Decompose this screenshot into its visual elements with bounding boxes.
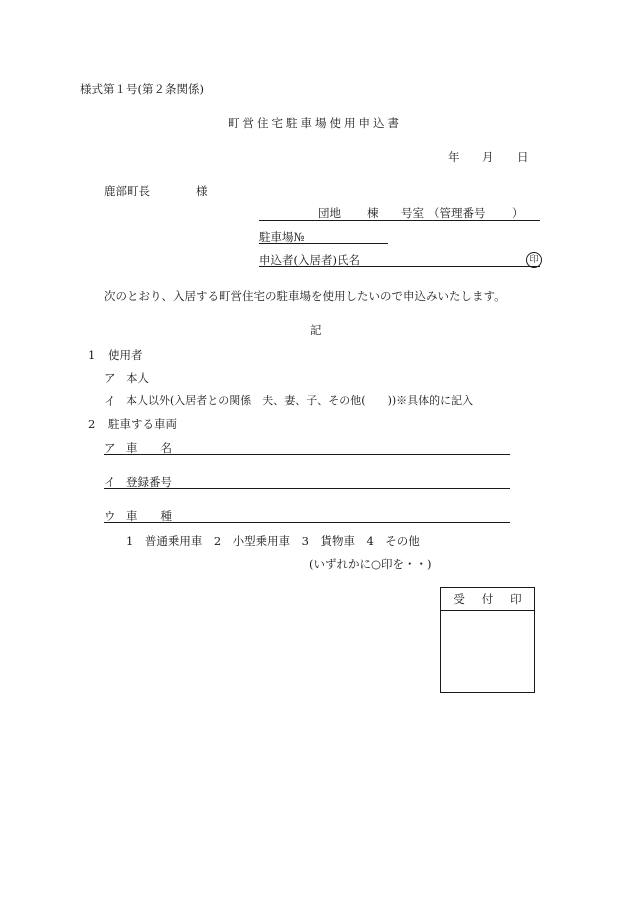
vehicle-type-underline — [104, 522, 510, 523]
vehicle-name-label: 車 名 — [126, 441, 172, 455]
page-title: 町営住宅駐車場使用申込書 — [228, 116, 402, 130]
reception-char-2: 付 — [481, 592, 494, 606]
section1-i-marker: イ — [104, 394, 116, 408]
ki-heading: 記 — [310, 323, 322, 337]
unit-tou: 棟 — [367, 206, 379, 220]
reception-char-1: 受 — [453, 592, 465, 606]
vehicle-type-note: (いずれかに○印を・・) — [309, 557, 432, 571]
seal-mark: 印 — [526, 252, 542, 268]
section2-number: 2 — [88, 417, 96, 431]
vehicle-name-marker: ア — [104, 441, 116, 455]
section1-a-marker: ア — [104, 371, 116, 385]
section1-i-text: 本人以外(入居者との関係 夫、妻、子、その他( ))※具体的に記入 — [126, 394, 474, 407]
section2-title: 駐車する車両 — [108, 417, 177, 431]
applicant-name-underline — [259, 266, 540, 267]
registration-number-label: 登録番号 — [126, 475, 172, 489]
vehicle-type-marker: ウ — [104, 509, 116, 523]
unit-mgmt-close: ） — [512, 206, 524, 220]
vehicle-name-underline — [104, 454, 510, 455]
section1-a-text: 本人 — [126, 371, 149, 385]
reception-char-3: 印 — [510, 592, 522, 606]
reception-header — [441, 588, 534, 611]
unit-underline — [259, 220, 540, 221]
addressee-honorific: 様 — [196, 184, 208, 198]
parking-number-label: 駐車場№ — [259, 230, 305, 244]
applicant-name-label: 申込者(入居者)氏名 — [259, 253, 360, 267]
date-year: 年 — [448, 150, 460, 164]
parking-number-underline — [259, 243, 388, 244]
section1-title: 使用者 — [108, 348, 143, 362]
addressee-name: 鹿部町長 — [104, 184, 150, 198]
intro-text: 次のとおり、入居する町営住宅の駐車場を使用したいので申込みいたします。 — [104, 289, 506, 303]
date-day: 日 — [517, 150, 529, 164]
form-number: 様式第１号(第２条関係) — [80, 82, 204, 96]
registration-number-marker: イ — [104, 475, 116, 489]
registration-number-underline — [104, 488, 510, 489]
unit-danchi: 団地 — [318, 206, 341, 220]
unit-room: 号室 — [401, 206, 424, 220]
vehicle-type-options: 1 普通乗用車 2 小型乗用車 3 貨物車 4 その他 — [126, 534, 420, 548]
unit-mgmt-open: （管理番号 — [428, 206, 486, 220]
vehicle-type-label: 車 種 — [126, 509, 172, 523]
reception-stamp-box — [440, 587, 535, 693]
date-month: 月 — [482, 150, 494, 164]
section1-number: 1 — [88, 348, 96, 362]
